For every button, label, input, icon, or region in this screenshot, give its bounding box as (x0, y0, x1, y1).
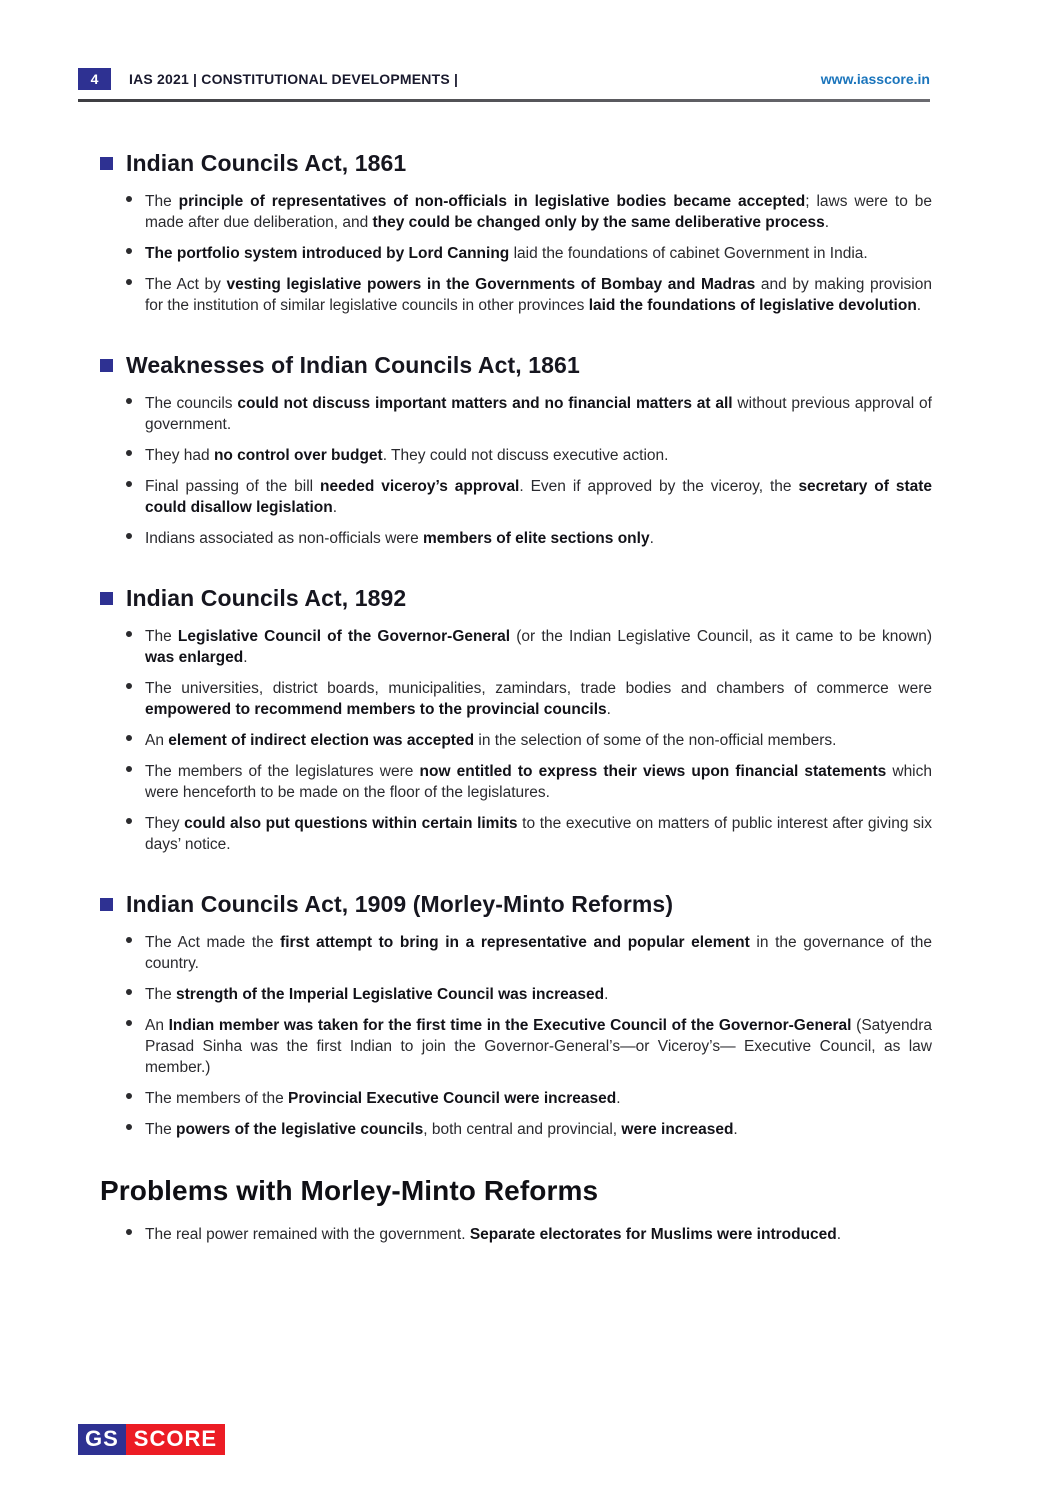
bullet-icon (126, 1093, 132, 1099)
section-heading (100, 350, 932, 380)
bullet-icon (126, 279, 132, 285)
square-bullet-icon (100, 592, 113, 605)
section (100, 583, 932, 855)
bullet-item (100, 1119, 932, 1140)
bullet-text: The real power remained with the government. Separate electorates for Muslims were introduced. (145, 1226, 842, 1243)
bullet-text: Indians associated as non-officials were members of elite sections only. (145, 530, 654, 547)
page-header (78, 68, 930, 102)
bullet-text: The Act made the first attempt to bring in a representative and popular element in the governance of the country. (145, 934, 932, 972)
page-number-badge: 4 (78, 68, 111, 90)
bullet-item (100, 528, 932, 549)
bullet-item (100, 274, 932, 316)
bullet-text: The Legislative Council of the Governor-General (or the Indian Legislative Council, as it came to be known) was enlarged. (145, 628, 932, 666)
bullet-item (100, 678, 932, 720)
section-heading (100, 889, 932, 919)
section (100, 148, 932, 316)
bullet-item (100, 761, 932, 803)
bullet-icon (126, 481, 132, 487)
bullet-icon (126, 196, 132, 202)
section-heading (100, 148, 932, 178)
square-bullet-icon (100, 359, 113, 372)
section-heading-text: Indian Councils Act, 1909 (Morley-Minto Reforms) (126, 891, 674, 917)
bullet-item (100, 191, 932, 233)
bullet-icon (126, 818, 132, 824)
bullet-item (100, 393, 932, 435)
bullet-item (100, 984, 932, 1005)
bullet-text: They could also put questions within certain limits to the executive on matters of public interest after giving six days’ notice. (145, 815, 933, 853)
bullet-text: The councils could not discuss important matters and no financial matters at all without previous approval of government. (145, 395, 932, 433)
bullet-icon (126, 766, 132, 772)
bullet-icon (126, 398, 132, 404)
bullet-icon (126, 1020, 132, 1026)
bullet-icon (126, 1229, 132, 1235)
document-sections (100, 148, 932, 1255)
bullet-text: An Indian member was taken for the first time in the Executive Council of the Governor-General (Satyendra Prasad Sinha was the first Indian to join the Governor-General’s—or Viceroy’s— Executive Council, as law member.) (145, 1017, 932, 1076)
section-heading-text: Weaknesses of Indian Councils Act, 1861 (126, 352, 580, 378)
footer-logo (78, 1424, 225, 1455)
bullet-icon (126, 1124, 132, 1130)
bullet-icon (126, 248, 132, 254)
section-heading-text: Indian Councils Act, 1892 (126, 585, 407, 611)
bullet-text: The Act by vesting legislative powers in the Governments of Bombay and Madras and by making provision for the institution of similar legislative councils in other provinces laid the foundations of legislative devolution. (145, 276, 932, 314)
section (100, 889, 932, 1140)
section-heading (100, 1174, 932, 1208)
bullet-text: Final passing of the bill needed viceroy’s approval. Even if approved by the viceroy, the secretary of state could disallow legislation. (145, 478, 933, 516)
bullet-text: The strength of the Imperial Legislative Council was increased. (145, 986, 609, 1003)
section-heading-text: Indian Councils Act, 1861 (126, 150, 407, 176)
section (100, 350, 932, 549)
bullet-icon (126, 683, 132, 689)
bullet-icon (126, 450, 132, 456)
logo-score-badge: SCORE (126, 1424, 225, 1455)
bullet-item (100, 476, 932, 518)
section (100, 1174, 932, 1245)
bullet-item (100, 1015, 932, 1078)
header-divider (78, 99, 930, 102)
bullet-text: The portfolio system introduced by Lord Canning laid the foundations of cabinet Government in India. (145, 245, 868, 262)
bullet-text: They had no control over budget. They could not discuss executive action. (145, 447, 669, 464)
bullet-icon (126, 631, 132, 637)
bullet-text: The universities, district boards, municipalities, zamindars, trade bodies and chambers of commerce were empowered to recommend members to the provincial councils. (145, 680, 932, 718)
header-row (78, 68, 930, 99)
bullet-item (100, 1088, 932, 1109)
bullet-icon (126, 533, 132, 539)
bullet-text: The members of the legislatures were now entitled to express their views upon financial statements which were henceforth to be made on the floor of the legislatures. (145, 763, 933, 801)
logo-gs-badge: GS (78, 1424, 126, 1455)
section-heading (100, 583, 932, 613)
section-heading-text: Problems with Morley-Minto Reforms (100, 1175, 599, 1206)
bullet-text: The members of the Provincial Executive Council were increased. (145, 1090, 621, 1107)
bullet-item (100, 730, 932, 751)
bullet-icon (126, 735, 132, 741)
bullet-item (100, 932, 932, 974)
square-bullet-icon (100, 898, 113, 911)
bullet-item (100, 813, 932, 855)
bullet-item (100, 1224, 932, 1245)
square-bullet-icon (100, 157, 113, 170)
bullet-item (100, 626, 932, 668)
header-title: IAS 2021 | CONSTITUTIONAL DEVELOPMENTS | (129, 71, 459, 87)
website-link[interactable]: www.iasscore.in (820, 71, 930, 87)
bullet-text: The principle of representatives of non-officials in legislative bodies became accepted; laws were to be made after due deliberation, and they could be changed only by the same deliberative process. (145, 193, 932, 231)
bullet-text: An element of indirect election was accepted in the selection of some of the non-official members. (145, 732, 837, 749)
bullet-item (100, 445, 932, 466)
bullet-icon (126, 989, 132, 995)
bullet-icon (126, 937, 132, 943)
bullet-text: The powers of the legislative councils, both central and provincial, were increased. (145, 1121, 738, 1138)
bullet-item (100, 243, 932, 264)
